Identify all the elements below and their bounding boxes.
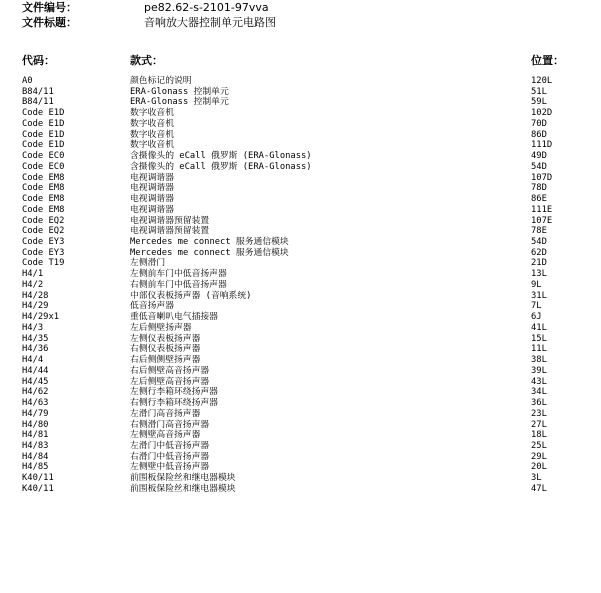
list-item [0, 151, 601, 162]
component-code: H4/3 [22, 322, 44, 333]
component-description: 右侧前车门中低音扬声器 [130, 279, 227, 290]
component-position: 86E [531, 194, 547, 205]
component-code: H4/2 [22, 279, 44, 290]
component-position: 111D [531, 140, 553, 151]
component-description: 数字收音机 [130, 118, 174, 129]
component-description: 左侧壁高音扬声器 [130, 430, 201, 441]
list-item [0, 119, 601, 130]
component-code: H4/35 [22, 333, 49, 344]
component-position: 3L [531, 473, 542, 484]
component-description: 低音扬声器 [130, 301, 174, 312]
component-description: 左侧行李箱环绕扬声器 [130, 387, 218, 398]
list-item [0, 194, 601, 205]
component-position: 25L [531, 440, 547, 451]
component-description: 重低音喇叭电气插接器 [130, 312, 218, 323]
component-description: 右侧仪表板扬声器 [130, 344, 201, 355]
component-code: H4/28 [22, 290, 49, 301]
component-description: 左侧壁中低音扬声器 [130, 462, 210, 473]
component-description: ERA-Glonass 控制单元 [130, 97, 229, 108]
component-code: B84/11 [22, 86, 54, 97]
document-number-value: pe82.62-s-2101-97vva [144, 1, 269, 14]
component-code: H4/80 [22, 419, 49, 430]
component-code: Code EC0 [22, 151, 65, 162]
component-position: 31L [531, 290, 547, 301]
list-item [0, 473, 601, 484]
list-item [0, 140, 601, 151]
component-position: 9L [531, 279, 542, 290]
component-description: 右后侧侧壁扬声器 [130, 355, 201, 366]
component-position: 70D [531, 118, 547, 129]
component-code: Code EM8 [22, 172, 65, 183]
list-item [0, 280, 601, 291]
component-position: 21D [531, 258, 547, 269]
component-position: 120L [531, 76, 553, 86]
component-position: 20L [531, 462, 547, 473]
list-item [0, 355, 601, 366]
component-code: H4/81 [22, 430, 49, 441]
component-position: 41L [531, 322, 547, 333]
document-title-value: 音响放大器控制单元电路图 [144, 16, 276, 29]
component-code: Code E1D [22, 108, 65, 119]
list-item [0, 377, 601, 388]
column-header-position: 位置： [531, 54, 564, 67]
component-position: 59L [531, 97, 547, 108]
component-position: 27L [531, 419, 547, 430]
component-code: Code EQ2 [22, 215, 65, 226]
component-code: Code T19 [22, 258, 65, 269]
list-item [0, 248, 601, 259]
list-item [0, 97, 601, 108]
component-position: 29L [531, 451, 547, 462]
component-description: 右滑门中低音扬声器 [130, 451, 210, 462]
component-code: Code E1D [22, 118, 65, 129]
document-number-label: 文件编号： [22, 1, 77, 14]
component-code: Code EM8 [22, 194, 65, 205]
component-description: 电视调谐器 [130, 204, 174, 215]
component-position: 78D [531, 183, 547, 194]
list-item [0, 323, 601, 334]
component-description: 右侧行李箱环绕扬声器 [130, 398, 218, 409]
component-description: 左后侧壁扬声器 [130, 322, 192, 333]
list-item [0, 312, 601, 323]
list-item [0, 420, 601, 431]
document-title-label: 文件标题： [22, 16, 77, 29]
component-description: 左侧仪表板扬声器 [130, 333, 201, 344]
component-description: 中部仪表板扬声器 (音响系统) [130, 290, 252, 301]
list-item [0, 484, 601, 495]
component-code: H4/84 [22, 451, 49, 462]
component-description: 左侧前车门中低音扬声器 [130, 269, 227, 280]
component-code: H4/36 [22, 344, 49, 355]
component-code: H4/83 [22, 440, 49, 451]
component-code: Code EY3 [22, 237, 65, 248]
component-position: 111E [531, 204, 553, 215]
component-position: 13L [531, 269, 547, 280]
component-position: 38L [531, 355, 547, 366]
list-item [0, 452, 601, 463]
component-position: 15L [531, 333, 547, 344]
list-item [0, 334, 601, 345]
component-position: 18L [531, 430, 547, 441]
column-header-code: 代码： [22, 54, 55, 67]
component-description: 电视调谐器预留装置 [130, 215, 210, 226]
component-description: 前围板保险丝和继电器模块 [130, 483, 236, 494]
component-code: H4/4 [22, 355, 44, 366]
component-code: H4/29 [22, 301, 49, 312]
component-position: 47L [531, 483, 547, 494]
component-position: 43L [531, 376, 547, 387]
list-item [0, 76, 601, 87]
component-description: 电视调谐器 [130, 194, 174, 205]
component-code: H4/63 [22, 398, 49, 409]
component-code: Code E1D [22, 140, 65, 151]
component-description: 右后侧壁高音扬声器 [130, 365, 210, 376]
component-position: 86D [531, 129, 547, 140]
component-position: 54D [531, 237, 547, 248]
component-description: 电视调谐器 [130, 172, 174, 183]
component-position: 49D [531, 151, 547, 162]
component-description: 左滑门中低音扬声器 [130, 440, 210, 451]
list-item [0, 216, 601, 227]
component-description: 左滑门高音扬声器 [130, 408, 201, 419]
component-code: K40/11 [22, 473, 54, 484]
list-item [0, 409, 601, 420]
component-code: H4/45 [22, 376, 49, 387]
list-item [0, 237, 601, 248]
component-position: 6J [531, 312, 542, 323]
list-item [0, 301, 601, 312]
component-description: Mercedes me connect 服务通信模块 [130, 237, 289, 248]
component-description: 前围板保险丝和继电器模块 [130, 473, 236, 484]
component-description: 含摄像头的 eCall 俄罗斯 (ERA-Glonass) [130, 161, 312, 172]
list-item [0, 366, 601, 377]
list-item [0, 226, 601, 237]
component-code: Code E1D [22, 129, 65, 140]
component-position: 39L [531, 365, 547, 376]
component-code: K40/11 [22, 483, 54, 494]
list-item [0, 387, 601, 398]
component-position: 51L [531, 86, 547, 97]
list-item [0, 269, 601, 280]
list-item [0, 398, 601, 409]
component-description: 左侧滑门 [130, 258, 166, 269]
component-code: Code EY3 [22, 247, 65, 258]
component-description: 数字收音机 [130, 140, 174, 151]
list-item [0, 430, 601, 441]
list-item [0, 462, 601, 473]
component-description: 左后侧壁高音扬声器 [130, 376, 210, 387]
list-item [0, 258, 601, 269]
component-description: 数字收音机 [130, 129, 174, 140]
component-position: 36L [531, 398, 547, 409]
component-code: H4/44 [22, 365, 49, 376]
list-item [0, 108, 601, 119]
list-item [0, 183, 601, 194]
component-code: H4/85 [22, 462, 49, 473]
component-code: H4/79 [22, 408, 49, 419]
component-position: 34L [531, 387, 547, 398]
component-description: ERA-Glonass 控制单元 [130, 86, 229, 97]
component-code: H4/1 [22, 269, 44, 280]
component-position: 11L [531, 344, 547, 355]
list-item [0, 344, 601, 355]
component-description: 电视调谐器预留装置 [130, 226, 210, 237]
component-position: 107D [531, 172, 553, 183]
list-item [0, 205, 601, 216]
component-code: H4/62 [22, 387, 49, 398]
component-position: 78E [531, 226, 547, 237]
component-description: 右侧滑门高音扬声器 [130, 419, 210, 430]
component-code: Code EQ2 [22, 226, 65, 237]
component-position: 23L [531, 408, 547, 419]
component-position: 102D [531, 108, 553, 119]
component-code: Code EC0 [22, 161, 65, 172]
component-description: 颜色标记的说明 [130, 76, 192, 86]
component-description: 含摄像头的 eCall 俄罗斯 (ERA-Glonass) [130, 151, 312, 162]
component-description: 数字收音机 [130, 108, 174, 119]
component-code: H4/29x1 [22, 312, 60, 323]
component-position: 7L [531, 301, 542, 312]
list-item [0, 130, 601, 141]
component-code: B84/11 [22, 97, 54, 108]
list-item [0, 291, 601, 302]
component-description: Mercedes me connect 服务通信模块 [130, 247, 289, 258]
component-position: 54D [531, 161, 547, 172]
column-header-model: 款式： [130, 54, 163, 67]
component-list [0, 76, 601, 495]
component-position: 62D [531, 247, 547, 258]
list-item [0, 87, 601, 98]
component-code: Code EM8 [22, 204, 65, 215]
component-code: Code EM8 [22, 183, 65, 194]
list-item [0, 441, 601, 452]
component-code: A0 [22, 76, 33, 86]
list-item [0, 173, 601, 184]
component-description: 电视调谐器 [130, 183, 174, 194]
list-item [0, 162, 601, 173]
component-position: 107E [531, 215, 553, 226]
